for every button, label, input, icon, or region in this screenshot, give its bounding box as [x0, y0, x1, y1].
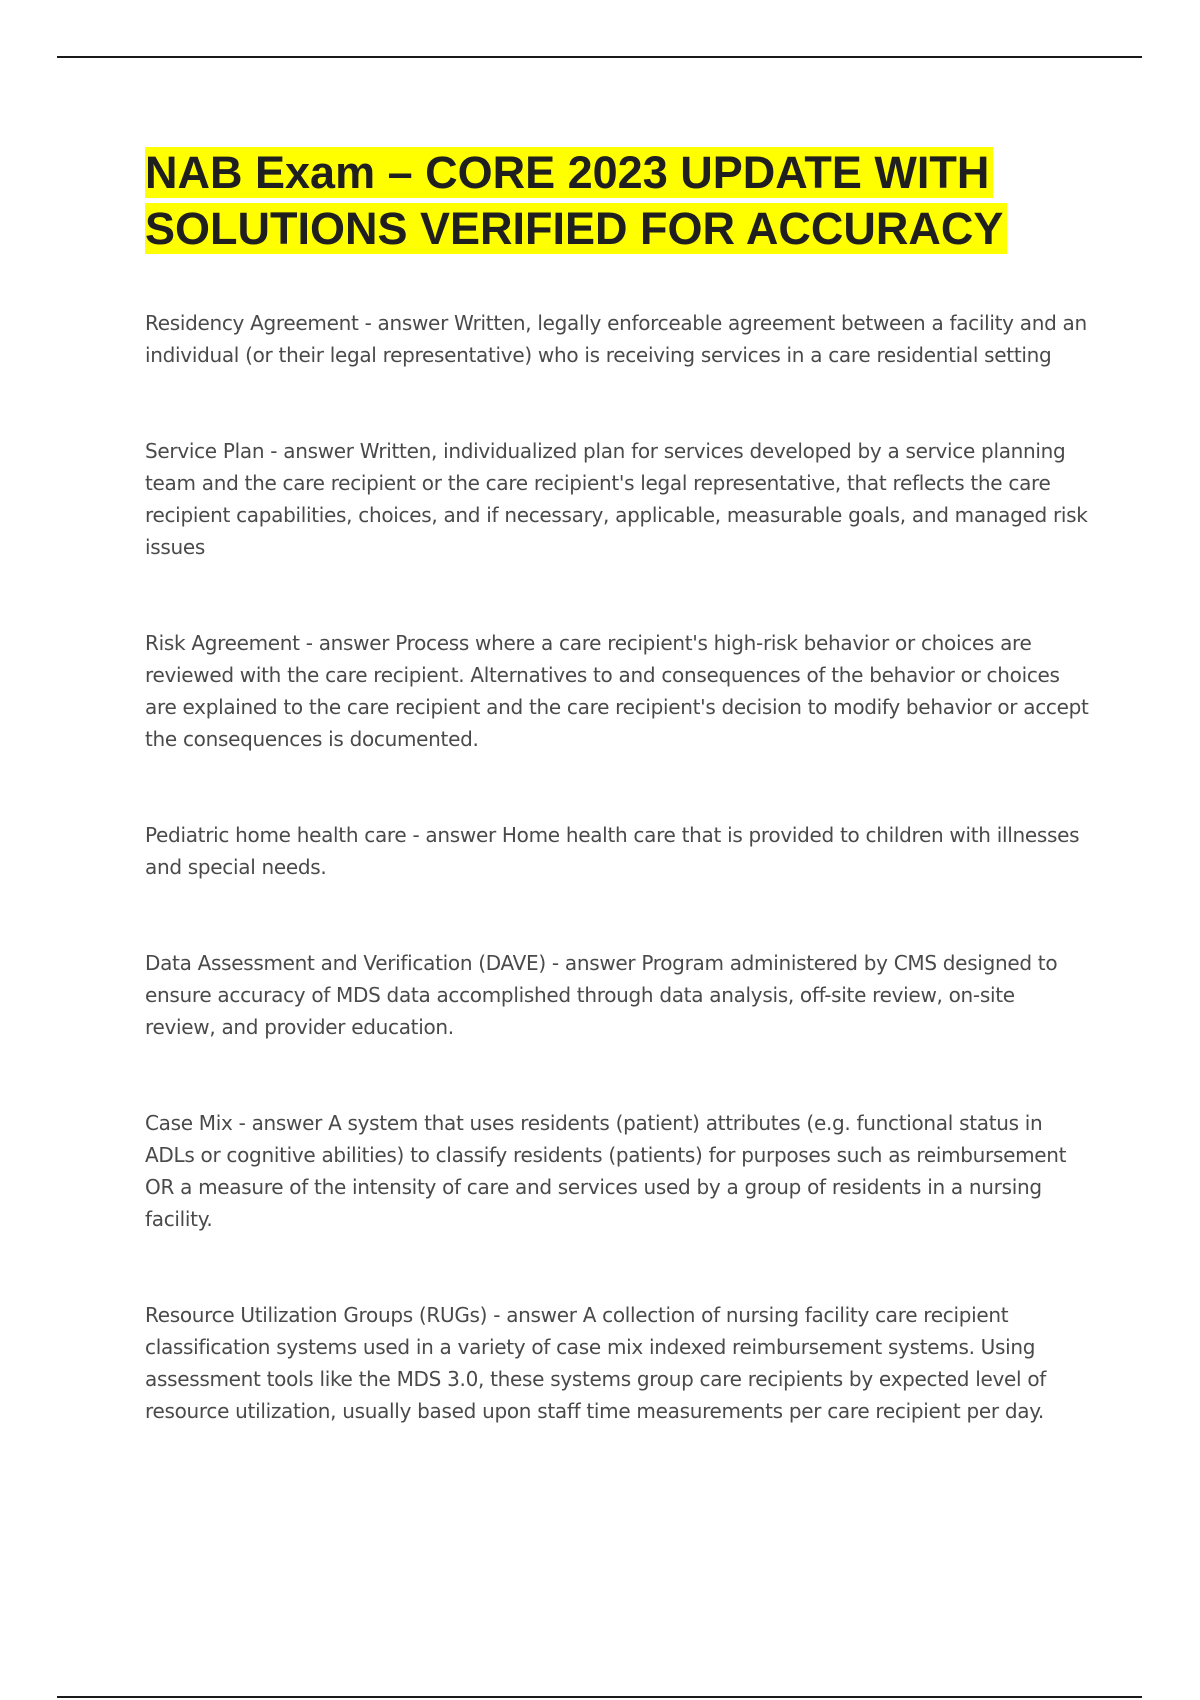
top-divider	[57, 56, 1142, 58]
entry-case-mix: Case Mix - answer A system that uses residents (patient) attributes (e.g. functional status in ADLs or cognitive abilities) to classify residents (patients) for purposes such as reimbursement OR a measure of the intensity of care and services used by a group of residents in a nursing facility.	[145, 1111, 1067, 1231]
entry-list	[145, 307, 1090, 1427]
document-title	[145, 145, 1090, 257]
entry-rugs: Resource Utilization Groups (RUGs) - answer A collection of nursing facility care recipient classification systems used in a variety of case mix indexed reimbursement systems. Using assessment tools like the MDS 3.0, these systems group care recipients by expected level of resource utilization, usually based upon staff time measurements per care recipient per day.	[145, 1303, 1046, 1423]
entry-dave: Data Assessment and Verification (DAVE) - answer Program administered by CMS designed to ensure accuracy of MDS data accomplished through data analysis, off-site review, on-site review, and provider education.	[145, 951, 1058, 1039]
document-body	[145, 145, 1090, 1491]
entry-pediatric-home-health-care: Pediatric home health care - answer Home health care that is provided to children with illnesses and special needs.	[145, 823, 1080, 879]
entry-service-plan: Service Plan - answer Written, individualized plan for services developed by a service planning team and the care recipient or the care recipient's legal representative, that reflects the care recipient capabilities, choices, and if necessary, applicable, measurable goals, and managed risk issues	[145, 439, 1088, 559]
bottom-divider	[57, 1696, 1142, 1698]
entry-residency-agreement: Residency Agreement - answer Written, legally enforceable agreement between a facility and an individual (or their legal representative) who is receiving services in a care residential setting	[145, 311, 1087, 367]
title-highlight: NAB Exam – CORE 2023 UPDATE WITH SOLUTIONS VERIFIED FOR ACCURACY	[145, 147, 1007, 254]
entry-risk-agreement: Risk Agreement - answer Process where a care recipient's high-risk behavior or choices are reviewed with the care recipient. Alternatives to and consequences of the behavior or choices are explained to the care recipient and the care recipient's decision to modify behavior or accept the consequences is documented.	[145, 631, 1089, 751]
